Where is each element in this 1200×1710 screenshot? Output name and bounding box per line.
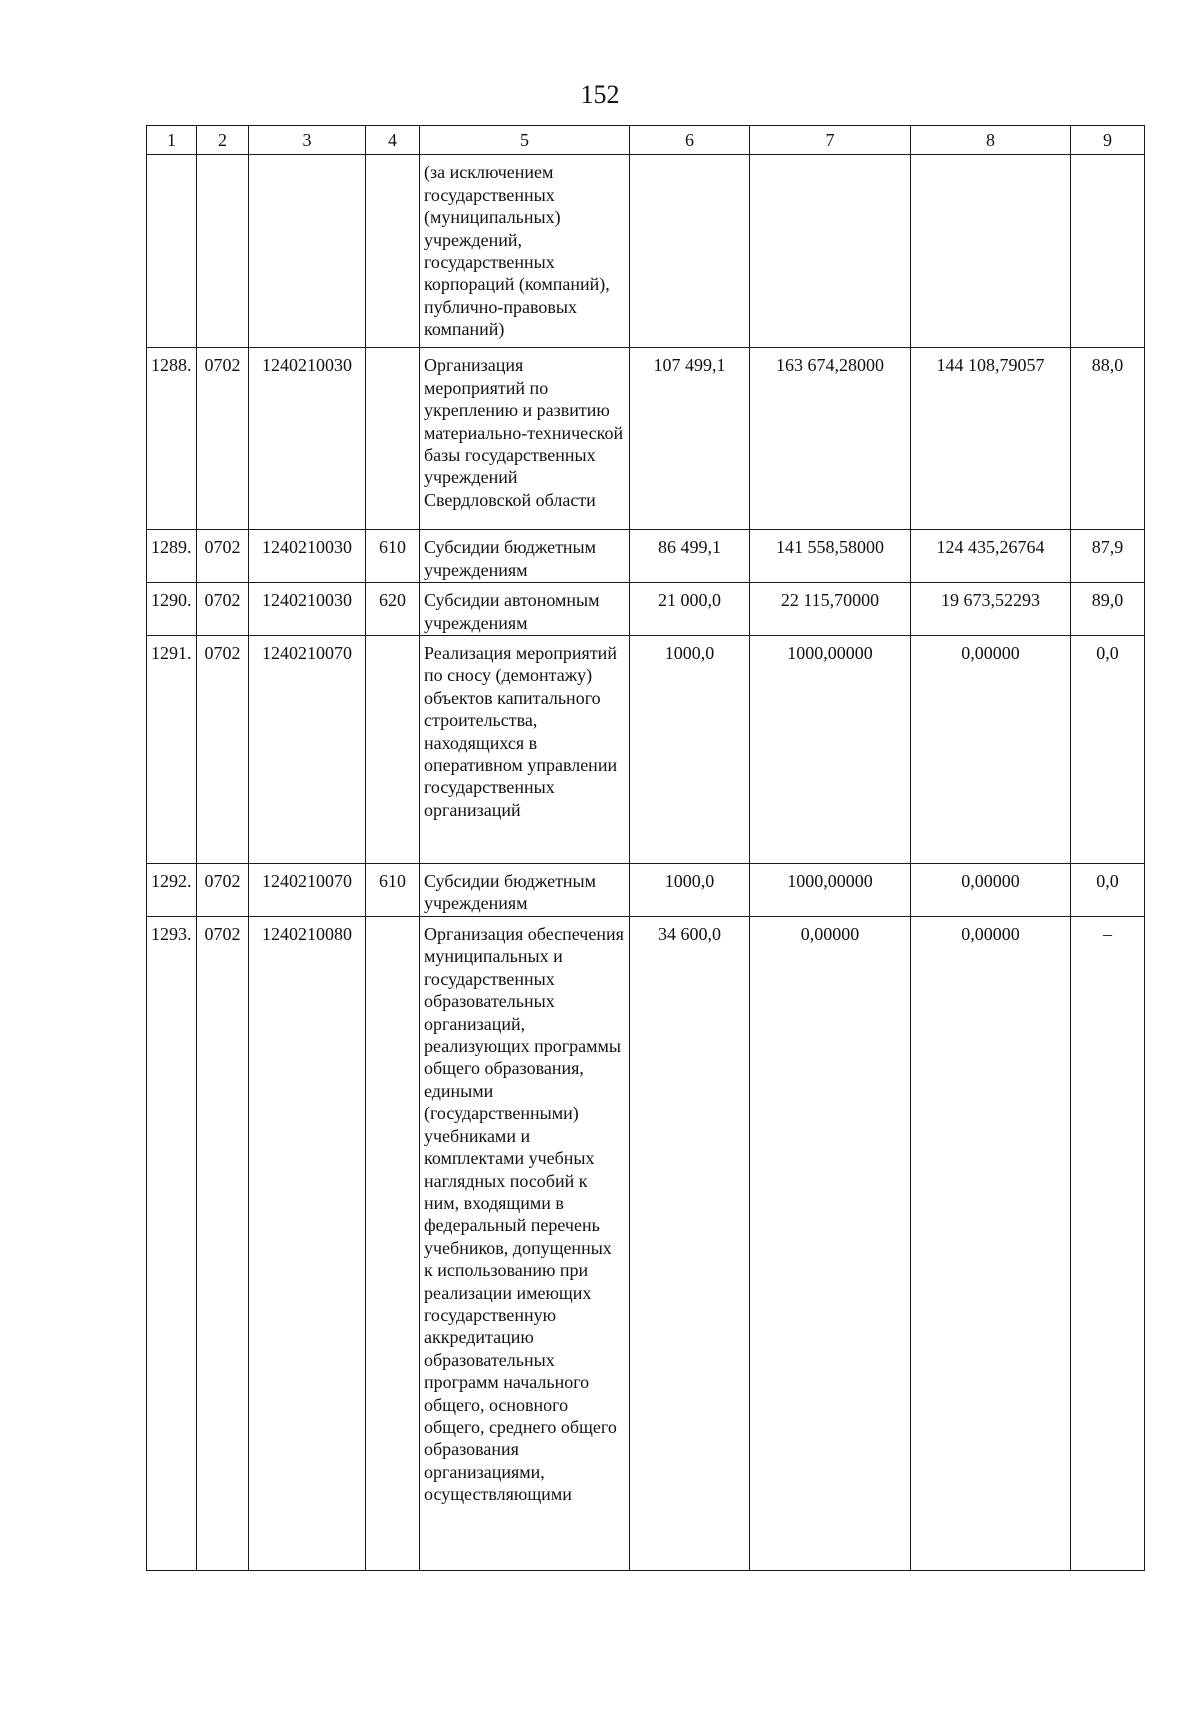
executed-amount	[911, 155, 1071, 348]
executed-amount: 0,00000	[911, 917, 1071, 1571]
plan-amount: 86 499,1	[630, 530, 750, 583]
section-code: 0702	[197, 636, 249, 864]
executed-amount: 0,00000	[911, 864, 1071, 917]
execution-percent: 0,0	[1071, 864, 1145, 917]
header-col-2: 2	[197, 126, 249, 155]
section-code: 0702	[197, 864, 249, 917]
header-col-4: 4	[366, 126, 420, 155]
section-code: 0702	[197, 348, 249, 530]
row-number: 1292.	[147, 864, 197, 917]
execution-percent: 88,0	[1071, 348, 1145, 530]
execution-percent: 89,0	[1071, 583, 1145, 636]
expense-type-code	[366, 917, 420, 1571]
execution-percent: –	[1071, 917, 1145, 1571]
executed-amount: 144 108,79057	[911, 348, 1071, 530]
item-name: Субсидии автономным учреждениям	[420, 583, 630, 636]
row-number: 1291.	[147, 636, 197, 864]
target-code	[249, 155, 366, 348]
executed-amount: 19 673,52293	[911, 583, 1071, 636]
header-row	[147, 126, 1145, 155]
header-col-9: 9	[1071, 126, 1145, 155]
refined-amount: 1000,00000	[750, 864, 911, 917]
header-col-5: 5	[420, 126, 630, 155]
refined-amount	[750, 155, 911, 348]
page-number: 152	[580, 80, 620, 109]
execution-percent: 0,0	[1071, 636, 1145, 864]
refined-amount: 22 115,70000	[750, 583, 911, 636]
item-name: Организация обеспечения муниципальных и государственных образовательных организаций, реализующих программы общего образования, едиными (государственными) учебниками и комплектами учебных наглядных пособий к ним, входящими в федеральный перечень учебников, допущенных к использованию при реализации имеющих государственную аккредитацию образовательных программ начального общего, основного общего, среднего общего образования организациями, осуществляющими	[420, 917, 630, 1571]
plan-amount: 34 600,0	[630, 917, 750, 1571]
target-code: 1240210070	[249, 864, 366, 917]
refined-amount: 0,00000	[750, 917, 911, 1571]
target-code: 1240210080	[249, 917, 366, 1571]
budget-table	[146, 125, 1145, 1571]
table-row	[147, 155, 1145, 348]
expense-type-code	[366, 155, 420, 348]
row-number: 1290.	[147, 583, 197, 636]
plan-amount	[630, 155, 750, 348]
header-col-6: 6	[630, 126, 750, 155]
executed-amount: 124 435,26764	[911, 530, 1071, 583]
header-col-8: 8	[911, 126, 1071, 155]
expense-type-code: 620	[366, 583, 420, 636]
table-row	[147, 864, 1145, 917]
refined-amount: 1000,00000	[750, 636, 911, 864]
plan-amount: 21 000,0	[630, 583, 750, 636]
table-row	[147, 348, 1145, 530]
execution-percent	[1071, 155, 1145, 348]
execution-percent: 87,9	[1071, 530, 1145, 583]
table-row	[147, 530, 1145, 583]
item-name: Организация мероприятий по укреплению и развитию материально-технической базы государственных учреждений Свердловской области	[420, 348, 630, 530]
refined-amount: 141 558,58000	[750, 530, 911, 583]
item-name: (за исключением государственных (муниципальных) учреждений, государственных корпораций (компаний), публично-правовых компаний)	[420, 155, 630, 348]
expense-type-code: 610	[366, 530, 420, 583]
target-code: 1240210070	[249, 636, 366, 864]
row-number	[147, 155, 197, 348]
row-number: 1288.	[147, 348, 197, 530]
item-name: Субсидии бюджетным учреждениям	[420, 864, 630, 917]
section-code: 0702	[197, 917, 249, 1571]
table-row	[147, 636, 1145, 864]
target-code: 1240210030	[249, 530, 366, 583]
header-col-7: 7	[750, 126, 911, 155]
expense-type-code	[366, 348, 420, 530]
plan-amount: 1000,0	[630, 636, 750, 864]
row-number: 1293.	[147, 917, 197, 1571]
row-number: 1289.	[147, 530, 197, 583]
section-code	[197, 155, 249, 348]
plan-amount: 107 499,1	[630, 348, 750, 530]
item-name: Субсидии бюджетным учреждениям	[420, 530, 630, 583]
plan-amount: 1000,0	[630, 864, 750, 917]
table-row	[147, 583, 1145, 636]
expense-type-code: 610	[366, 864, 420, 917]
expense-type-code	[366, 636, 420, 864]
item-name: Реализация мероприятий по сносу (демонтажу) объектов капитального строительства, находящихся в оперативном управлении государственных организаций	[420, 636, 630, 864]
header-col-1: 1	[147, 126, 197, 155]
section-code: 0702	[197, 530, 249, 583]
table-row	[147, 917, 1145, 1571]
target-code: 1240210030	[249, 348, 366, 530]
refined-amount: 163 674,28000	[750, 348, 911, 530]
header-col-3: 3	[249, 126, 366, 155]
executed-amount: 0,00000	[911, 636, 1071, 864]
section-code: 0702	[197, 583, 249, 636]
target-code: 1240210030	[249, 583, 366, 636]
